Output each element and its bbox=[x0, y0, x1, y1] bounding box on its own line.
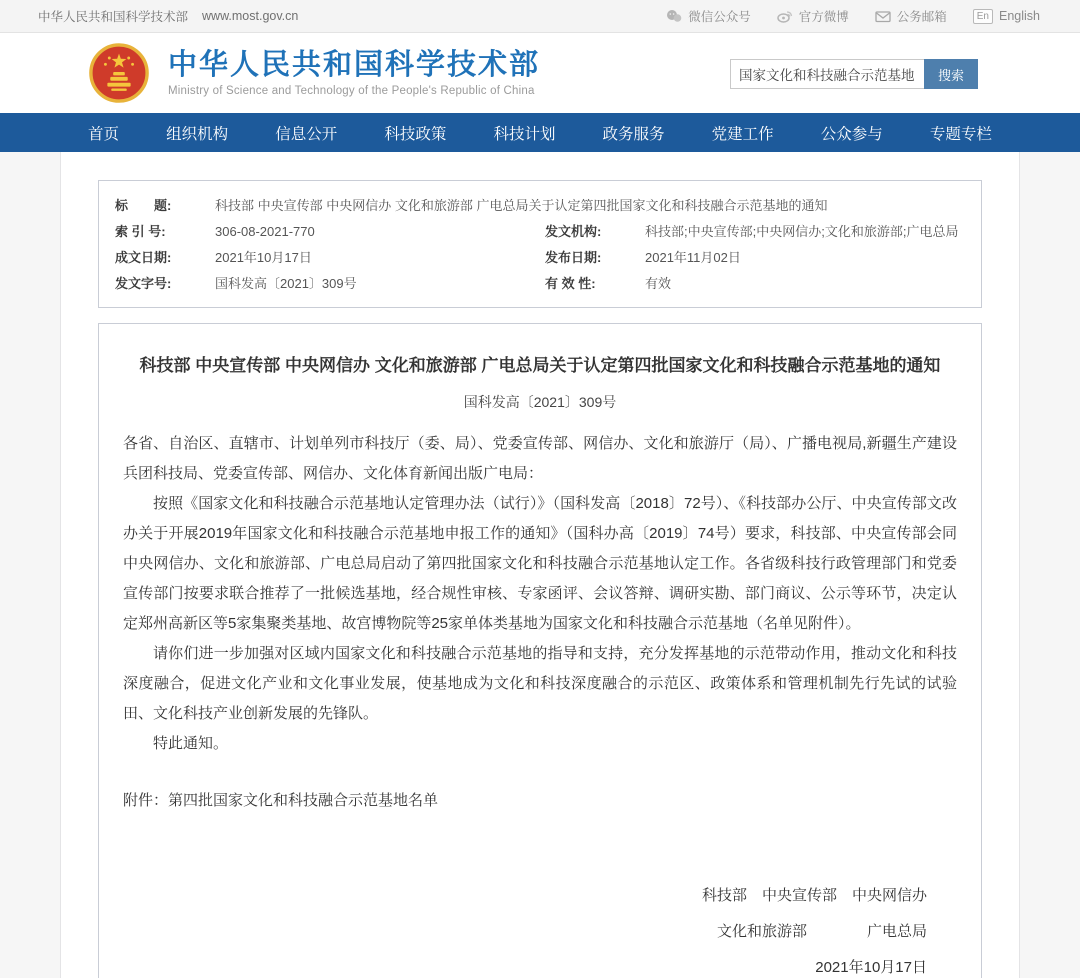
national-emblem-logo bbox=[88, 42, 150, 104]
nav-item-sci-policy[interactable]: 科技政策 bbox=[384, 125, 447, 143]
topbar bbox=[0, 0, 1080, 33]
document-metadata-box bbox=[98, 180, 982, 308]
english-label: English bbox=[999, 9, 1040, 23]
weibo-label: 官方微博 bbox=[798, 10, 849, 24]
meta-label-title: 标 题: bbox=[115, 198, 172, 213]
weibo-link[interactable] bbox=[777, 7, 849, 25]
nav-item-home[interactable]: 首页 bbox=[88, 125, 120, 143]
meta-value-validity: 有效 bbox=[645, 276, 672, 291]
attachment-line[interactable]: 附件：第四批国家文化和科技融合示范基地名单 bbox=[123, 792, 439, 810]
search-box bbox=[730, 59, 978, 89]
weibo-icon bbox=[777, 9, 793, 23]
meta-value-doc-number: 国科发高〔2021〕309号 bbox=[215, 276, 357, 291]
search-input[interactable] bbox=[730, 59, 924, 89]
meta-row-number-validity bbox=[115, 271, 961, 297]
nav-item-gov-services[interactable]: 政务服务 bbox=[602, 125, 665, 143]
meta-label-issuing-agency: 发文机构: bbox=[545, 224, 602, 239]
meta-value-issuing-agency: 科技部;中央宣传部;中央网信办;文化和旅游部;广电总局 bbox=[645, 224, 959, 239]
meta-value-index-number: 306-08-2021-770 bbox=[215, 224, 315, 239]
meta-label-index-number: 索 引 号: bbox=[115, 224, 166, 239]
meta-value-written-date: 2021年10月17日 bbox=[215, 250, 312, 265]
wechat-label: 微信公众号 bbox=[688, 10, 751, 24]
mail-label: 公务邮箱 bbox=[896, 10, 947, 24]
search-button[interactable]: 搜索 bbox=[924, 59, 978, 89]
meta-row-index bbox=[115, 219, 961, 245]
site-header bbox=[0, 33, 1080, 113]
signature-block bbox=[123, 878, 957, 978]
nav-item-sci-programs[interactable]: 科技计划 bbox=[493, 125, 556, 143]
signature-line-1: 科技部 中央宣传部 中央网信办 bbox=[701, 887, 927, 905]
meta-label-written-date: 成文日期: bbox=[115, 250, 172, 265]
meta-label-validity: 有 效 性: bbox=[545, 276, 596, 291]
nav-item-public-participation[interactable]: 公众参与 bbox=[820, 125, 883, 143]
nav-item-party-building[interactable]: 党建工作 bbox=[711, 125, 774, 143]
nav-item-info-disclosure[interactable]: 信息公开 bbox=[275, 125, 338, 143]
meta-row-dates bbox=[115, 245, 961, 271]
document-number: 国科发高〔2021〕309号 bbox=[463, 394, 617, 411]
site-name: 中华人民共和国科学技术部 bbox=[38, 10, 189, 24]
meta-value-publish-date: 2021年11月02日 bbox=[645, 250, 741, 265]
mail-icon bbox=[875, 10, 891, 23]
paragraph-request: 请你们进一步加强对区域内国家文化和科技融合示范基地的指导和支持，充分发挥基地的示范带动作用，推动文化和科技深度融合，促进文化产业和文化事业发展，使基地成为文化和科技深度融合的示范区、政策体系和管理机制先行先试的试验田、文化科技产业创新发展的先锋队。 bbox=[123, 645, 957, 723]
site-url[interactable]: www.most.gov.cn bbox=[202, 9, 299, 23]
signature-line-2: 文化和旅游部 广电总局 bbox=[716, 923, 927, 941]
nav-item-organization[interactable]: 组织机构 bbox=[166, 125, 229, 143]
ministry-title: 中华人民共和国科学技术部 bbox=[168, 48, 541, 81]
meta-value-title: 科技部 中央宣传部 中央网信办 文化和旅游部 广电总局关于认定第四批国家文化和科技融合示范基地的通知 bbox=[215, 198, 828, 213]
mail-link[interactable] bbox=[875, 7, 947, 25]
document-title: 科技部 中央宣传部 中央网信办 文化和旅游部 广电总局关于认定第四批国家文化和科技融合示范基地的通知 bbox=[139, 356, 941, 375]
meta-label-publish-date: 发布日期: bbox=[545, 250, 602, 265]
document-body-box bbox=[98, 323, 982, 978]
en-icon: En bbox=[973, 9, 993, 24]
paragraph-basis: 按照《国家文化和科技融合示范基地认定管理办法（试行）》（国科发高〔2018〕72号）、《科技部办公厅、中央宣传部文改办关于开展2019年国家文化和科技融合示范基地申报工作的通知》（国科办高〔2019〕74号）要求，科技部、中央宣传部会同中央网信办、文化和旅游部、广电总局启动了第四批国家文化和科技融合示范基地认定工作。各省级科技行政管理部门和党委宣传部门按要求联合推荐了一批候选基地，经合规性审核、专家函评、会议答辩、调研实勘、部门商议、公示等环节，决定认定郑州高新区等5家集聚类基地、故宫博物院等25家单体类基地为国家文化和科技融合示范基地（名单见附件）。 bbox=[123, 495, 957, 633]
document-text bbox=[123, 429, 957, 759]
meta-row-title bbox=[115, 193, 961, 219]
wechat-link[interactable] bbox=[666, 7, 751, 25]
main-nav bbox=[0, 113, 1080, 152]
signature-date: 2021年10月17日 bbox=[815, 959, 927, 977]
english-link[interactable] bbox=[973, 9, 1040, 24]
meta-label-doc-number: 发文字号: bbox=[115, 276, 172, 291]
wechat-icon bbox=[666, 9, 682, 23]
nav-item-special-columns[interactable]: 专题专栏 bbox=[929, 125, 992, 143]
ministry-subtitle-en: Ministry of Science and Technology of the People's Republic of China bbox=[168, 85, 535, 98]
paragraph-addressees: 各省、自治区、直辖市、计划单列市科技厅（委、局）、党委宣传部、网信办、文化和旅游厅（局）、广播电视局,新疆生产建设兵团科技局、党委宣传部、网信办、文化体育新闻出版广电局： bbox=[123, 435, 957, 483]
content-area bbox=[0, 152, 1080, 978]
paragraph-notice: 特此通知。 bbox=[153, 735, 229, 753]
